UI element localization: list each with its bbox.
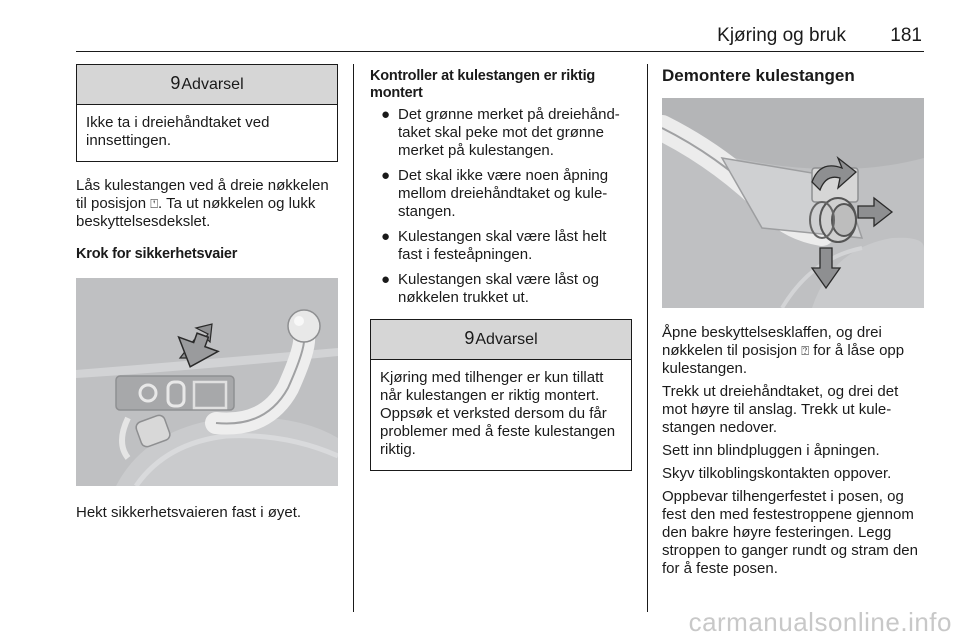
list-item: ● Kulestangen skal være låst helt fast i festeåpningen. [381,228,607,263]
list-item: ● Det grønne merket på dreiehåndtaket skal peke mot det grønne merket på kulestangen. [381,106,620,159]
instruction-paragraph: Skyv tilkoblingskontakten oppover. [662,465,892,482]
watermark: carmanualsonline.info [688,607,952,637]
lock-position-icon: ⍞ [150,196,159,211]
tow-hook-illustration [76,278,338,486]
column-divider-1 [353,64,354,612]
section-title: Kjøring og bruk [717,25,846,46]
page-header [76,22,924,52]
list-item: ● Det skal ikke være noen åpning mellom dreiehåndtaket og kulestangen. [381,167,609,220]
warning-header [77,65,337,105]
column-right [662,64,924,578]
bullet-icon: ● [381,106,391,123]
list-item: ● Kulestangen skal være låst og nøkkelen trukket ut. [381,271,599,306]
instruction-paragraph: Oppbevar tilhengerfestet i posen, og fest den med festestroppene gjennom den bakre høyre festeringen. Legg stroppen to ganger rundt og stram den for å feste posen. [662,488,918,577]
bullet-icon: ● [381,271,391,288]
column-middle [370,64,632,471]
warning-title: Advarsel [181,75,244,93]
lock-instruction: Lås kulestangen ved å dreie nøkkelen til posisjon ⍞. Ta ut nøkkelen og lukk beskyttelsesdekslet. [76,177,329,230]
instruction-paragraph: Sett inn blindpluggen i åpningen. [662,442,880,459]
column-left [76,64,338,522]
warning-icon: 9 [170,73,181,93]
ball-bar-removal-illustration [662,98,924,308]
check-mounted-heading: Kontroller at kulestangen er riktig montert [370,68,596,101]
warning-icon: 9 [464,328,475,348]
warning-box [370,319,632,471]
page-number: 181 [890,25,922,46]
warning-box [76,64,338,162]
unlock-position-icon: ⍰ [801,343,810,358]
warning-text: Kjøring med tilhenger er kun tillatt når kulestangen er riktig montert. Oppsøk et verksted dersom du får problemer med å feste kulestangen riktig. [380,369,616,458]
warning-text: Ikke ta i dreiehåndtaket ved innsettingen. [86,114,270,149]
check-list [370,106,632,307]
safety-cable-caption: Hekt sikkerhetsvaieren fast i øyet. [76,504,302,521]
warning-header [371,320,631,360]
removal-heading: Demontere kulestangen [662,66,855,85]
warning-title: Advarsel [475,330,538,348]
instruction-paragraph: Trekk ut dreiehåndtaket, og drei det mot høyre til anslag. Trekk ut kulestangen nedover. [662,383,899,436]
unlock-instruction: Åpne beskyttelsesklaffen, og drei nøkkelen til posisjon ⍰ for å låse opp kulestangen. [662,324,905,377]
bullet-icon: ● [381,228,391,245]
bullet-icon: ● [381,167,391,184]
column-divider-2 [647,64,648,612]
safety-cable-heading: Krok for sikkerhetsvaier [76,246,238,262]
